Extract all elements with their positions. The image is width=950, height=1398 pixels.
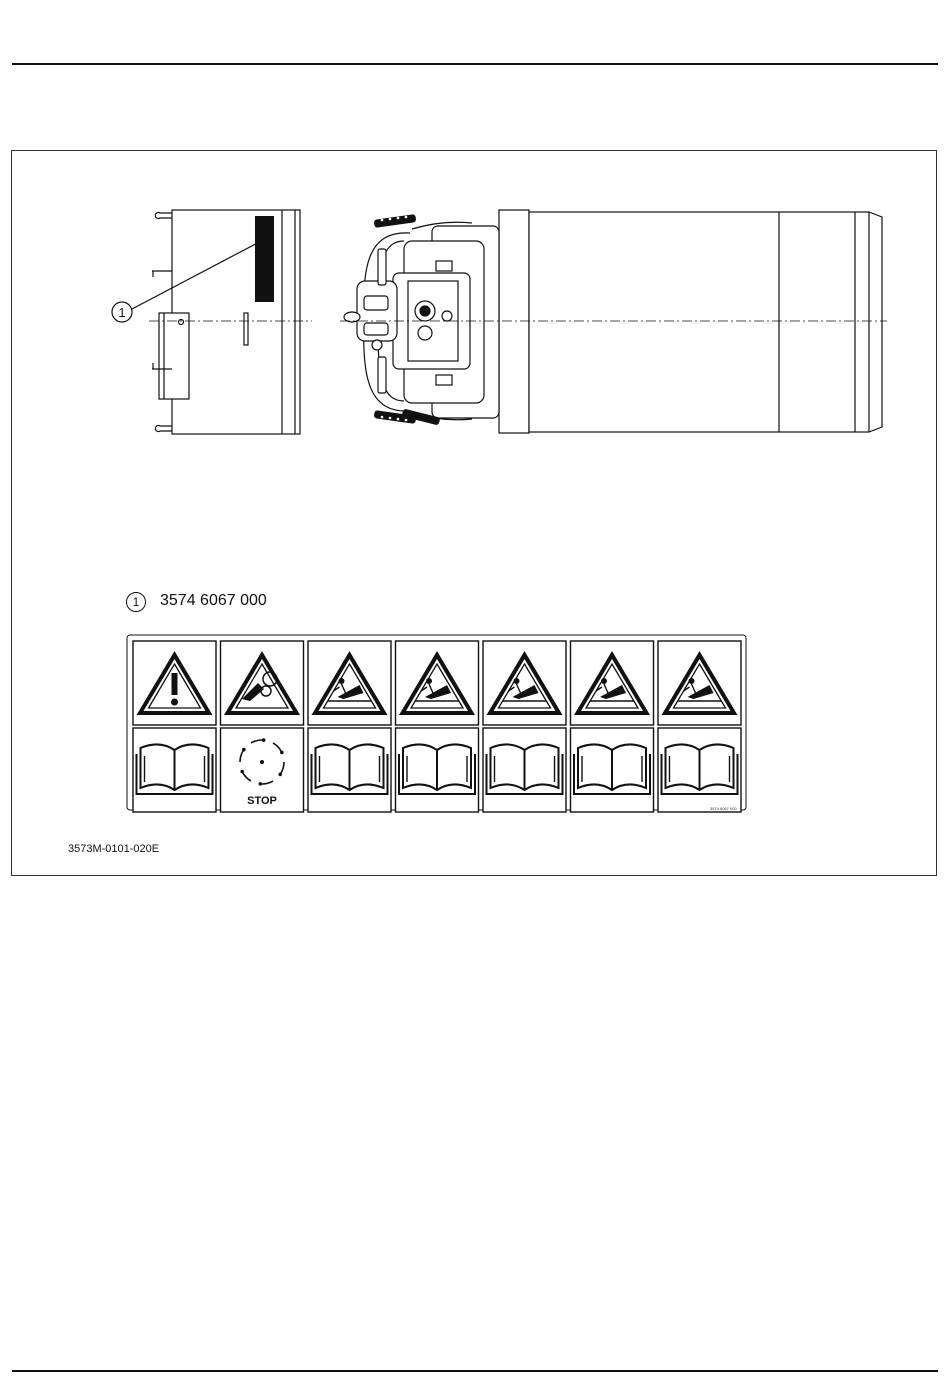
callout-part-number: 3574 6067 000: [160, 592, 267, 609]
tipping-hazard-icon: [658, 641, 741, 725]
read-manual-icon: [571, 728, 654, 812]
crush-hazard-reverse-icon: [308, 641, 391, 725]
rotating-parts-hazard-icon: [221, 641, 304, 725]
slip-fall-hazard-icon: [571, 641, 654, 725]
callout-1-number: 1: [118, 305, 126, 320]
callout-marker: 1: [126, 592, 146, 612]
header-rule: [12, 63, 938, 65]
decal-icons: [12, 151, 938, 877]
decal-label-code: 3574 6067 000: [710, 806, 737, 811]
slope-hazard-icon: [483, 641, 566, 725]
rollover-hazard-icon: [396, 641, 479, 725]
stop-rotation-icon: [221, 728, 304, 812]
figure-code: 3573M-0101-020E: [68, 843, 160, 855]
general-warning-icon: [133, 641, 216, 725]
stop-label: STOP: [247, 795, 277, 807]
read-manual-icon: [308, 728, 391, 812]
read-manual-icon: [133, 728, 216, 812]
read-manual-icon: [483, 728, 566, 812]
footer-rule: [12, 1370, 938, 1372]
figure-frame: [11, 150, 937, 876]
read-manual-icon: [396, 728, 479, 812]
read-manual-icon: [658, 728, 741, 812]
